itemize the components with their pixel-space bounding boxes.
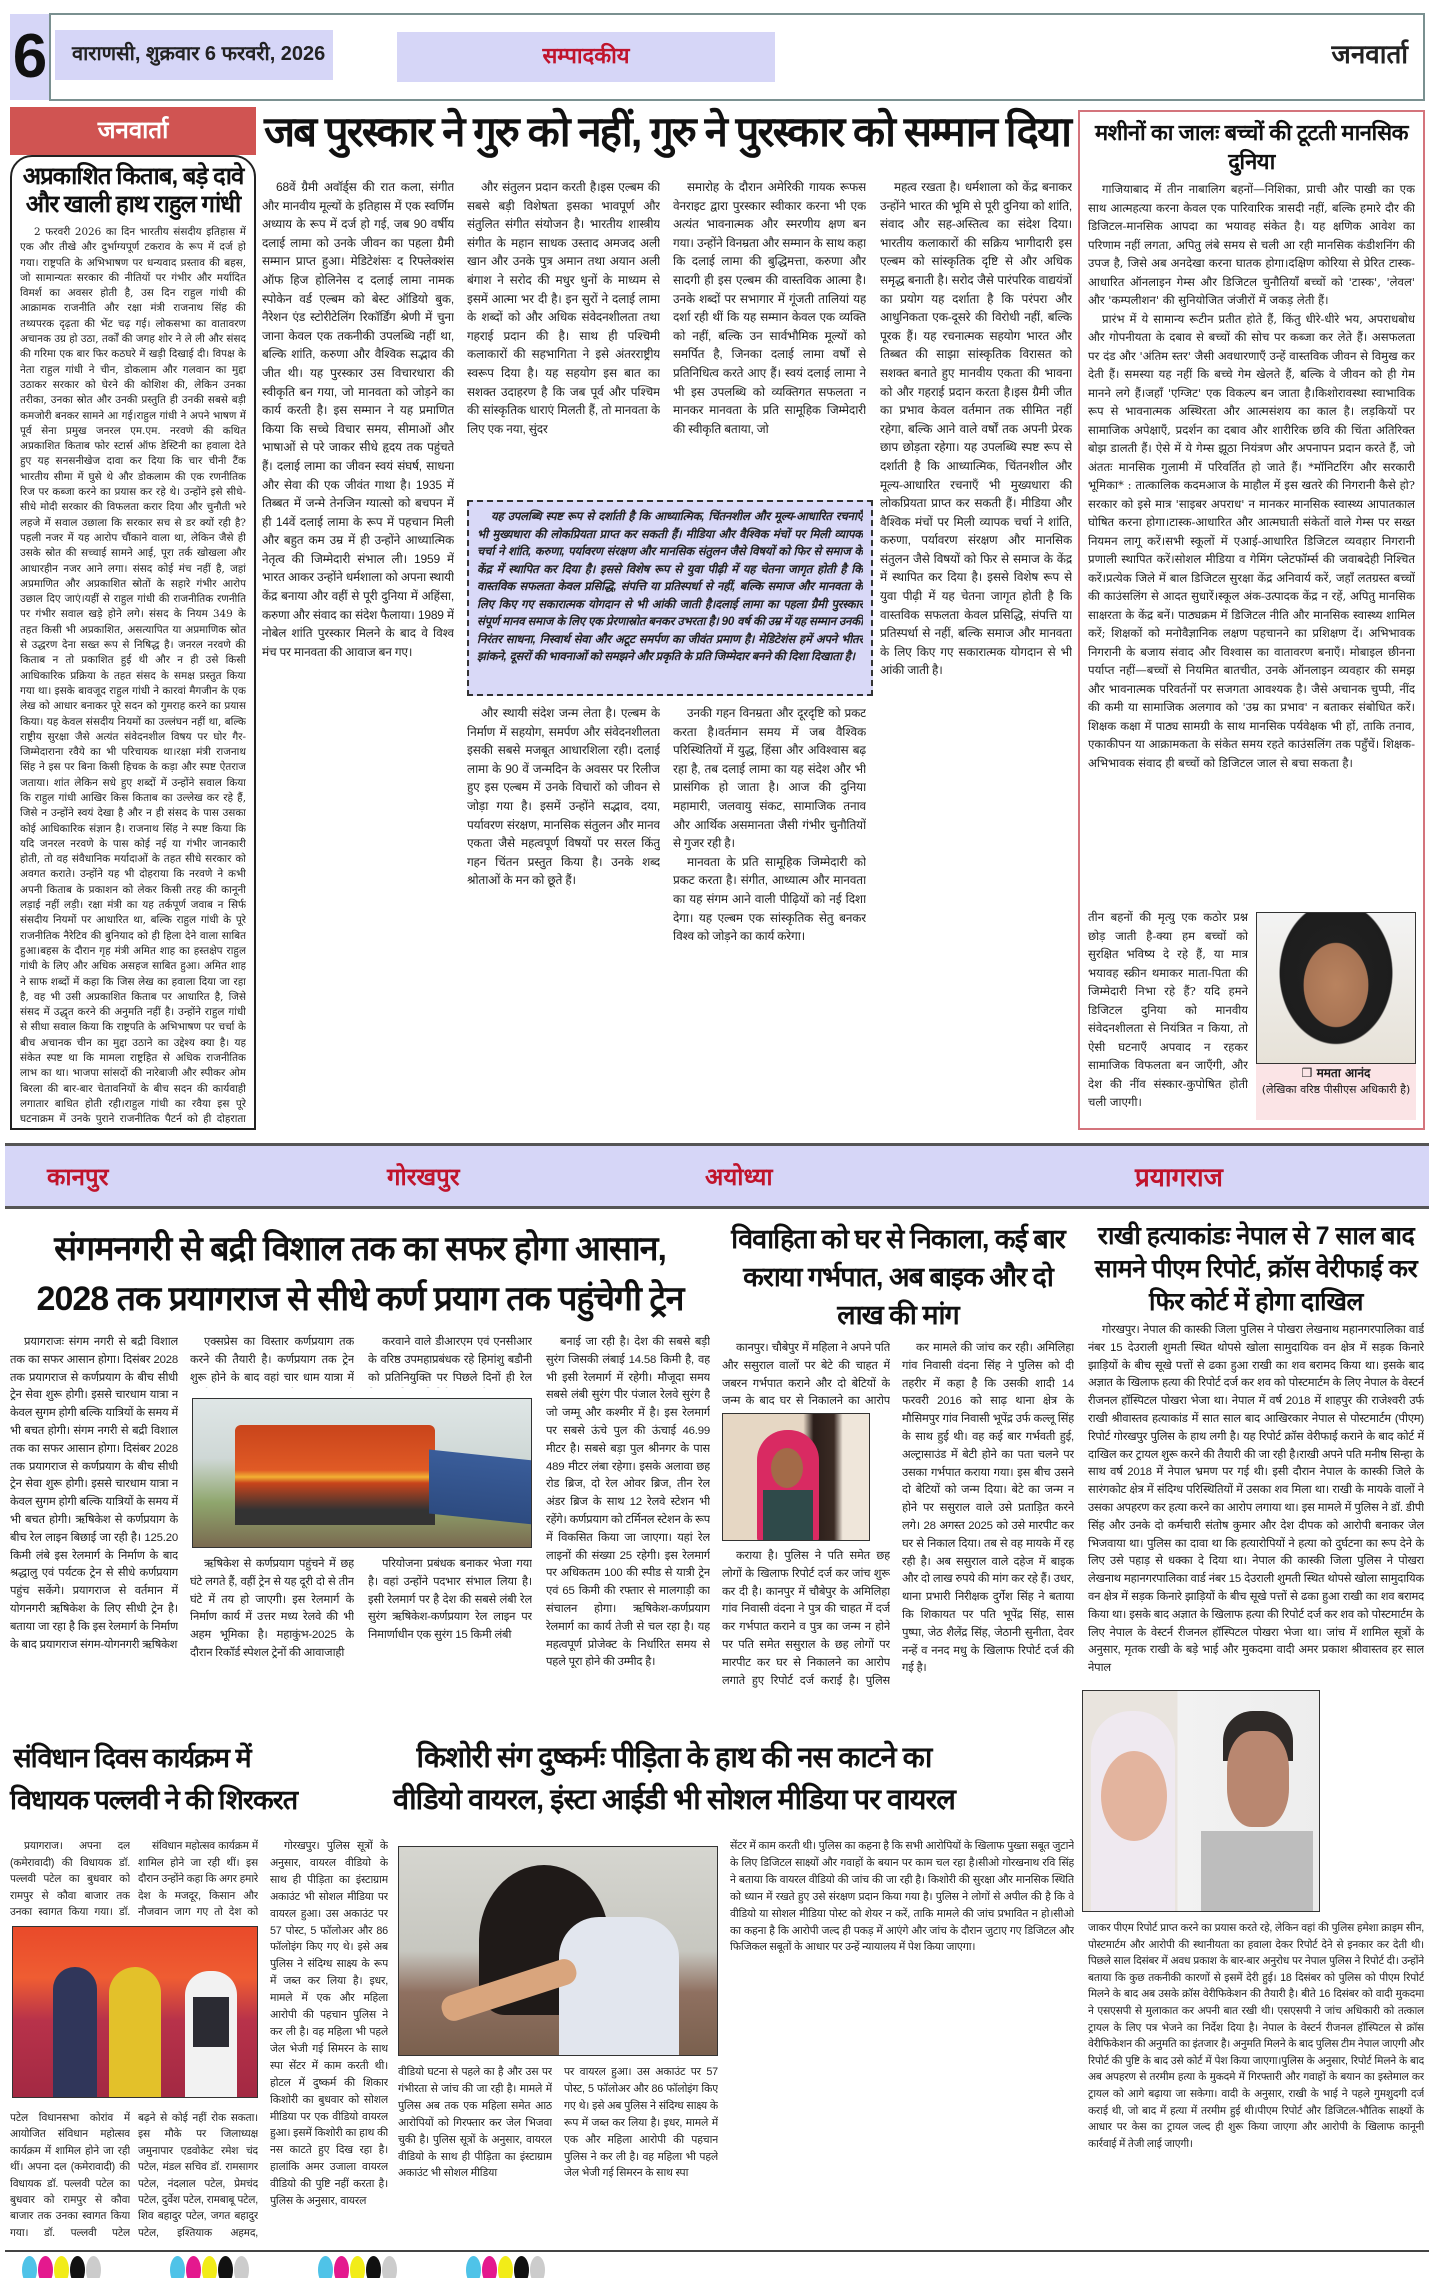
train-col-3: करवाने वाले डीआरएम एवं एनसीआर के वरिष्ठ उपमहाप्रबंधक रहे हिमांशु बडौनी को प्रतिनियुक्ति पर पिछले दिनों ही रेल [368, 1336, 532, 1384]
kishori-headline-1: किशोरी संग दुष्कर्मः पीड़िता के हाथ की नस काटने का [416, 1742, 932, 1774]
registration-marks-1 [22, 2256, 102, 2278]
yellow-mark-icon [54, 2256, 69, 2278]
registration-marks-2 [170, 2256, 250, 2278]
city-kanpur[interactable]: कानपुर [47, 1163, 109, 1191]
right-article-box [1078, 110, 1425, 1130]
footer-rule [5, 2250, 1429, 2252]
lead-bottom-column-1: और स्थायी संदेश जन्म लेता है। एल्बम के निर्माण में सहयोग, समर्पण और संवेदनशीलता इसकी सबसे मजबूत आधारशिला रही। दलाई लामा के 90 वें जन्मदिन के अवसर पर रिलीज हुए इस एल्बम में उनके विचारों को जीवन से जोड़ा गया है। इसमें उन्होंने सद्भाव, दया, पर्यावरण संरक्षण, मानसिक संतुलन और मानव एकता जैसे महत्वपूर्ण विषयों पर सरल किंतु गहन चिंतन प्रस्तुत किया है। उनके शब्द श्रोताओं के मन को छूते हैं। [467, 706, 660, 888]
kishori-below-image-1: वीडियो घटना से पहले का है और उस पर गंभीरता से जांच की जा रही है। मामले में पुलिस अब तक एक महिला समेत आठ आरोपियों को गिरफ्तार कर जेल भिजवा चुकी है। पुलिस सूत्रों के अनुसार, वायरल वीडियो के साथ ही पीड़िता का इंस्टाग्राम अकाउंट भी सोशल मीडिया [398, 2066, 552, 2180]
gray-mark-icon [234, 2256, 249, 2278]
author-role: (लेखिका वरिष्ठ पीसीएस अधिकारी है) [1261, 1083, 1411, 1096]
train-below-image-2: परियोजना प्रबंधक बनाकर भेजा गया है। वहां उन्होंने पदभार संभाल लिया है। इसी रेलमार्ग पर है देश की सबसे लंबी रेल सुरंग ऋषिकेश-कर्णप्रयाग रेल लाइन पर निमार्णाधीन एक सुरंग 15 किमी लंबी [368, 1558, 532, 1642]
kanpur-col-1-bottom: कराया है। पुलिस ने पति समेत छह लोगों के खिलाफ रिपोर्ट दर्ज कर जांच शुरू कर दी है। कानपुर में चौबेपुर के अमिलिहा गांव निवासी वंदना ने पुत्र की चाहत में दर्ज कर गर्भपात कराने व पुत्र का जन्म न होने पर पति समेत ससुराल के छह लोगों पर मारपीट कर घर से निकालने का आरोप लगाते हुए रिपोर्ट दर्ज कराई है। पुलिस [722, 1550, 890, 1687]
train-col-1: प्रयागराजः संगम नगरी से बद्री विशाल तक का सफर आसान होगा। दिसंबर 2028 तक प्रयागराज से कर्णप्रयाग के बीच सीधी ट्रेन सेवा शुरू होगी। इससे चारधाम यात्रा न केवल सुगम होगी बल्कि यात्रियों के समय में भी बचत होगी। संगम नगरी से बद्री विशाल तक का सफर आसान होगा। दिसंबर 2028 तक प्रयागराज से कर्णप्रयाग के बीच सीधी ट्रेन सेवा शुरू होगी। इससे चारधाम यात्रा न केवल सुगम होगी बल्कि यात्रियों के समय में भी बचत होगी। ऋषिकेश से कर्णप्रयाग के बीच रेल लाइन बिछाई जा रही है। 125.20 किमी लंबे इस रेलमार्ग के निर्माण के बाद श्रद्धालु एवं पर्यटक ट्रेन से सीधे कर्णप्रयाग पहुंच सकेंगे। प्रयागराज से वर्तमान में योगनगरी ऋषिकेश के लिए सीधी ट्रेन है। बताया जा रहा है कि इस रेलमार्ग के निर्माण के बाद प्रयागराज संगम-योगनगरी ऋषिकेश [10, 1336, 178, 1651]
dateline: वाराणसी, शुक्रवार 6 फरवरी, 2026 [72, 43, 326, 65]
rakhi-after-image: जाकर पीएम रिपोर्ट प्राप्त करने का प्रयास करते रहे, लेकिन वहां की पुलिस हमेशा क्राइम सीन, पोस्टमार्टम और आरोपी की स्थानीयता का हवाला देकर रिपोर्ट देने से इनकार कर देती थी। पिछले साल दिसंबर में अवध प्रकाश के बार-बार अनुरोध पर नेपाल पुलिस ने रिपोर्ट दी। उन्होंने बताया कि कुछ तकनीकी कारणों से इसमें देरी हुई। 18 दिसंबर को पुलिस को पीएम रिपोर्ट मिलने के बाद अब उसके क्रॉस वेरीफिकेशन की तैयारी है। बीते 16 दिसंबर को वादी मुकदमा ने एसएसपी से मुलाकात कर अपनी बात रखी थी। एसएसपी ने जांच अधिकारी को तत्काल ट्रायल के लिए पत्र भेजने का निर्देश दिया है। नेपाल के वेस्टर्न रीजनल हॉस्पिटल से क्रॉस वेरीफिकेशन की अनुमति का इंतजार है। अनुमति मिलने के बाद पुलिस टीम नेपाल जाएगी और रिपोर्ट की पुष्टि के बाद उसे कोर्ट में पेश किया जाएगा।पुलिस के अनुसार, रिपोर्ट मिलने के बाद अब अपहरण से तरमीम हत्या के मुकदमे में गिरफ्तारी और गवाहों के बयान का इस्तेमाल कर ट्रायल को आगे बढ़ाया जा सकेगा। वादी के अनुसार, राखी के भाई ने पहले गुमशुदगी दर्ज कराई थी, जो बाद में हत्या में तरमीम हुई थी।पीएम रिपोर्ट और डिजिटल-भौतिक साक्ष्यों के आधार पर केस का ट्रायल जल्द ही शुरू किया जाएगा और आरोपी के खिलाफ कानूनी कार्रवाई में तेजी लाई जाएगी। [1088, 1922, 1424, 2150]
woman-photo [722, 1413, 870, 1541]
victim-photo [398, 1846, 718, 2056]
pallavi-col-2: संविधान महोत्सव कार्यक्रम में शामिल होने जा रही थीं। इस दौरान उन्होंने कहा कि अगर हमारे देश के मजदूर, किसान और नौजवान जाग गए तो देश को [138, 1840, 258, 1919]
black-mark-icon [70, 2256, 85, 2278]
kishori-below-image-2: पर वायरल हुआ। उस अकाउंट पर 57 पोस्ट, 5 फॉलोअर और 86 फॉलोइंग किए गए थे। इसे अब पुलिस ने संदिग्ध साक्ष्य के रूप में जब्त कर लिया है। इधर, मामले में एक और महिला आरोपी की पहचान पुलिस ने कर ली है। वह महिला भी पहले जेल भेजी गई सिमरन के साथ स्पा [564, 2066, 718, 2180]
lead-column-3: समारोह के दौरान अमेरिकी गायक रूफस वेनराइट द्वारा पुरस्कार स्वीकार करना भी एक अत्यंत भावनात्मक और स्मरणीय क्षण बन गया। उन्होंने विनम्रता और सम्मान के साथ कहा कि दलाई लामा की बुद्धिमत्ता, करुणा और सादगी ही इस एल्बम की वास्तविक आत्मा है। उनके शब्दों पर सभागार में गूंजती तालियां यह दर्शा रही थीं कि यह सम्मान केवल एक व्यक्ति को नहीं, बल्कि उन सार्वभौमिक मूल्यों को समर्पित है, जिनका दलाई लामा वर्षों से प्रतिनिधित्व करते आए हैं। स्वयं दलाई लामा ने भी इस उपलब्धि को व्यक्तिगत सफलता न मानकर मानवता के प्रति सामूहिक जिम्मेदारी की स्वीकृति बताया, जो [673, 180, 866, 436]
author-name: ❒ ममता आनंद [1301, 1066, 1371, 1080]
black-mark-icon [366, 2256, 381, 2278]
left-paragraph: 2 फरवरी 2026 का दिन भारतीय संसदीय इतिहास में एक और तीखे और दुर्भाग्यपूर्ण टकराव के रूप में दर्ज हो गया। राष्ट्रपति के अभिभाषण पर धन्यवाद प्रस्ताव की बहस, जो सामान्यतः सरकार की नीतियों पर गंभीर और मर्यादित विमर्श का अवसर होती है, उस दिन राहुल गांधी की आक्रामक राजनीति और रक्षा मंत्री राजनाथ सिंह की तथ्यपरक दृढ़ता की भेंट चढ़ गई। लोकसभा का वातावरण अचानक उग्र हो उठा, तर्कों की जगह शोर ने ले ली और संसद की गरिमा एक बार फिर कठघरे में खड़ी दिखाई दी। विपक्ष के नेता राहुल गांधी ने चीन, डोकलाम और गलवान का मुद्दा उठाकर सरकार को घेरने की कोशिश की, लेकिन उनका तरीका, उनका स्रोत और उनकी प्रस्तुति ही उनकी सबसे बड़ी कमजोरी बनकर सामने आ गई।राहुल गांधी ने अपने भाषण में पूर्व सेना प्रमुख जनरल एम.एम. नरवणे की कथित अप्रकाशित किताब फोर स्टार्स ऑफ डेस्टिनी का हवाला देते हुए यह सनसनीखेज दावा कर दिया कि चार चीनी टैंक भारतीय सीमा में घुसे थे और डोकलाम की एक रणनीतिक रिज पर कब्जा करने का प्रयास कर रहे थे। उन्होंने इसे सीधे-सीधे मोदी सरकार की विफलता करार दिया और चुनौती भरे लहजे में सवाल उछाला कि सरकार सच से डर क्यों रही है? पहली नजर में यह आरोप चौंकाने वाला था, लेकिन जैसे ही उसके स्रोत की सच्चाई सामने आई, पूरा तर्क खोखला और आधारहीन नजर आने लगा। संसद कोई मंच नहीं है, जहां अप्रमाणित और अप्रकाशित स्रोतों के सहारे गंभीर आरोप उछाल दिए जाएं।यहीं से राहुल गांधी की राजनीतिक रणनीति पर गंभीर सवाल खड़े होने लगे। संसद के नियम 349 के तहत किसी भी अप्रकाशित, असत्यापित या अप्रमाणिक स्रोत से उद्धरण देना सख्त रूप से निषिद्ध है। जनरल नरवणे की किताब न तो प्रकाशित हुई थी और न ही उसे किसी आधिकारिक प्रक्रिया के तहत संसद के समक्ष प्रस्तुत किया गया था। इसके बावजूद राहुल गांधी ने कारवां मैगजीन के एक लेख को आधार बनाकर पूरे सदन को गुमराह करने का प्रयास किया। यह केवल संसदीय नियमों का उल्लंघन नहीं था, बल्कि राष्ट्रीय सुरक्षा जैसे अत्यंत संवेदनशील विषय पर घोर गैर-जिम्मेदाराना रवैये का भी परिचायक था।रक्षा मंत्री राजनाथ सिंह ने इस पर बिना किसी हिचक के कड़ा और स्पष्ट ऐतराज जताया। शांत लेकिन सधे हुए शब्दों में उन्होंने सवाल किया कि राहुल गांधी आखिर किस किताब का उल्लेख कर रहे हैं, जिसे न उन्होंने स्वयं देखा है और न ही संसद के पास उसका कोई आधिकारिक संज्ञान है। राजनाथ सिंह ने स्पष्ट किया कि यदि जनरल नरवणे के पास कोई नई या गंभीर जानकारी होती, तो वह संवैधानिक मर्यादाओं के तहत सीधे सरकार को अवगत कराते। उन्होंने यह भी दोहराया कि नरवणे ने कभी अपनी किताब के प्रकाशन को लेकर किसी तरह की कानूनी लड़ाई नहीं लड़ी। रक्षा मंत्री का यह तर्कपूर्ण जवाब न सिर्फ संसदीय नियमों पर आधारित था, बल्कि राहुल गांधी के पूरे राजनीतिक नैरेटिव की बुनियाद को ही हिला देने वाला साबित हुआ।बहस के दौरान गृह मंत्री अमित शाह का हस्तक्षेप राहुल गांधी के लिए और अधिक असहज साबित हुआ। अमित शाह ने साफ शब्दों में कहा कि जिस लेख का हवाला दिया जा रहा है, वह भी उसी अप्रकाशित किताब पर आधारित है, जिसे संसद में उद्धृत करने की अनुमति नहीं है। उन्होंने राहुल गांधी से सीधा सवाल किया कि राष्ट्रपति के अभिभाषण पर चर्चा के बीच अचानक चीन का मुद्दा उठाने का उद्देश्य क्या है। यह संकेत स्पष्ट था कि मामला राष्ट्रहित से अधिक राजनीतिक लाभ का था। भाजपा सांसदों की नारेबाजी और स्पीकर ओम बिरला की बार-बार चेतावनियों के बीच सदन की कार्यवाही लगातार बाधित होती रही।राहुल गांधी का रवैया इस पूरे घटनाक्रम में उनके पुराने राजनीतिक पैटर्न को ही दोहराता [20, 226, 246, 1125]
train-below-image-1: ऋषिकेश से कर्णप्रयाग पहुंचने में छह घंटे लगते हैं, वहीं ट्रेन से यह दूरी दो से तीन घंटे में तय हो जाएगी। इस रेलमार्ग के निर्माण कार्य में उत्तर मध्य रेलवे की भी अहम भूमिका है। महाकुंभ-2025 के दौरान रिकॉर्ड स्पेशल ट्रेनों की आवाजाही [190, 1558, 354, 1659]
left-headline: अप्रकाशित किताब, बड़े दावे और खाली हाथ राहुल गांधी [22, 163, 244, 218]
black-mark-icon [514, 2256, 529, 2278]
train-col-4: बनाई जा रही है। देश की सबसे बड़ी सुरंग जिसकी लंबाई 14.58 किमी है, वह भी इसी रेलमार्ग में रहेगी। मौजूदा समय सबसे लंबी सुरंग पीर पंजाल रेलवे सुरंग है जो जम्मू और कश्मीर में है। इस रेलमार्ग पर सबसे ऊंचे पुल की ऊंचाई 46.99 मीटर है। सबसे बड़ा पुल श्रीनगर के पास 489 मीटर लंबा रहेगा। इसके अलावा छह रोड ब्रिज, दो रेल ओवर ब्रिज, तीन रेल अंडर ब्रिज के साथ 12 रेलवे स्टेशन भी रहेंगे। कर्णप्रयाग को टर्मिनल स्टेशन के रूप में विकसित किया जा जाएगा। यहां रेल लाइनों की संख्या 25 रहेगी। इस रेलमार्ग पर अधिकतम 100 की स्पीड से यात्री ट्रेन एवं 65 किमी की रफ्तार से मालगाड़ी का संचालन होगा। ऋषिकेश-कर्णप्रयाग रेलमार्ग का कार्य तेजी से चल रहा है। यह महत्वपूर्ण प्रोजेक्ट के निर्धारित समय से पहले पूरा होने की उम्मीद है। [546, 1336, 710, 1669]
lead-headline: जब पुरस्कार ने गुरु को नहीं, गुरु ने पुरस्कार को सम्मान दिया [263, 108, 1071, 155]
magenta-mark-icon [482, 2256, 497, 2278]
gray-mark-icon [382, 2256, 397, 2278]
right-body: गाजियाबाद में तीन नाबालिग बहनों—निशिका, प्राची और पाखी का एक साथ आत्महत्या करना केवल एक पारिवारिक त्रासदी नहीं, बल्कि हमारे दौर की डिजिटल-मानसिक आपदा का भयावह संकेत है। यह क्षणिक आवेश का परिणाम नहीं लगता, अपितु लंबे समय से चली आ रही मानसिक कंडीशनिंग की उपज है, जिसे अब अनदेखा करना घातक होगा।दक्षिण कोरिया से प्रेरित टास्क-आधारित ऑनलाइन गेम्स और डिजिटल चुनौतियाँ बच्चों को 'टास्क', 'लेवल' और 'कम्पलीशन' की सुनियोजित जंजीरों में जकड़ लेती हैं। प्रारंभ में ये सामान्य रूटीन प्रतीत होते हैं, किंतु धीरे-धीरे भय, अपराधबोध और गोपनीयता के दबाव से बच्चों की सोच पर कब्जा कर लेते हैं। असफलता पर दंड और 'अंतिम स्तर' जैसी अवधारणाएँ उन्हें वास्तविक जीवन से विमुख कर देती हैं। समस्या यह नहीं कि बच्चे गेम खेलते हैं, बल्कि वे जीवन को ही गेम मानने लगे हैं।जहाँ 'एग्जिट' एक विकल्प बन जाता है।किशोरावस्था स्वाभाविक रूप से भावनात्मक अस्थिरता और आत्मसंशय का काल है। लड़कियों पर सामाजिक अपेक्षाएँ, प्रदर्शन का दबाव और शारीरिक छवि की चिंता अतिरिक्त बोझ डालती हैं। ऐसे में ये गेम्स झूठा नियंत्रण और अपनापन प्रदान करते हैं, जो अंततः मानसिक गुलामी में परिवर्तित हो जाते हैं। *मॉनिटरिंग और सरकारी भूमिका* : तात्कालिक कदमआज के माहौल में इस खतरे की निगरानी कैसे हो? सरकार को इसे मात्र 'साइबर अपराध' न मानकर मानसिक स्वास्थ्य आपातकाल घोषित करना होगा।टास्क-आधारित और आत्मघाती संकेतों वाले गेम्स पर सख्त नियमन लागू करें।सभी स्कूलों में एआई-आधारित डिजिटल व्यवहार निगरानी प्रणाली स्थापित करें।सोशल मीडिया व गेमिंग प्लेटफॉर्म्स की जवाबदेही निश्चित करें।प्रत्येक जिले में बाल डिजिटल सुरक्षा केंद्र अनिवार्य करें, जहाँ लतग्रस्त बच्चों की काउंसलिंग से आदत सुधारें।स्कूल अंक-उत्पादक केंद्र न रहें, अपितु मानसिक साक्षरता के केंद्र बनें। पाठ्यक्रम में डिजिटल नीति और मानसिक स्वास्थ्य शामिल करें; शिक्षकों को मनोवैज्ञानिक लक्षण पहचानने का प्रशिक्षण दें। अभिभावक निगरानी के बजाय संवाद और विश्वास का वातावरण बनाएँ। मोबाइल छीनना पर्याप्त नहीं—बच्चों से नियमित बातचीत, उनके ऑनलाइन व्यवहार की समझ और भावनात्मक परिवर्तनों पर सजगता आवश्यक है। जैसे अचानक चुप्पी, नींद की कमी या सामाजिक अलगाव को 'उम्र का प्रभाव' न बताकर संबोधित करें। शिक्षक कक्षा में पाठ्य सामग्री के साथ मानसिक पर्यवेक्षक भी हों, ताकि तनाव, एकाकीपन या आक्रामकता के संकेत समय रहते काउंसलिंग तक पहुँचें। शिक्षक-अभिभावक संवाद ही बच्चों को डिजिटल जाल से बचा सकता है। [1088, 182, 1415, 770]
city-bar [5, 1143, 1429, 1209]
gray-mark-icon [530, 2256, 545, 2278]
right-headline: मशीनों का जालः बच्चों की टूटती मानसिक दुनिया [1095, 120, 1408, 174]
gray-mark-icon [86, 2256, 101, 2278]
lead-column-4: महत्व रखता है। धर्मशाला को केंद्र बनाकर उन्होंने भारत की भूमि से पूरी दुनिया को शांति, संवाद और सह-अस्तित्व का संदेश दिया। भारतीय कलाकारों की सक्रिय भागीदारी इस एल्बम को सांस्कृतिक दृष्टि से और अधिक समृद्ध बनाती है। सरोद जैसे पारंपरिक वाद्ययंत्रों का प्रयोग यह दर्शाता है कि परंपरा और आधुनिकता एक-दूसरे की विरोधी नहीं, बल्कि पूरक हैं। यह रचनात्मक सहयोग भारत और तिब्बत की साझा सांस्कृतिक विरासत को सशक्त बनाते हुए मानवीय एकता की भावना को और गहराई प्रदान करता है।इस ग्रैमी जीत का प्रभाव केवल वर्तमान तक सीमित नहीं रहेगा, बल्कि आने वाले वर्षों तक अपनी प्रेरक छाप छोड़ता रहेगा। यह उपलब्धि स्पष्ट रूप से दर्शाती है कि आध्यात्मिक, चिंतनशील और मूल्य-आधारित रचनाएँ भी मुख्यधारा की लोकप्रियता प्राप्त कर सकती हैं। मीडिया और वैश्विक मंचों पर मिली व्यापक चर्चा ने शांति, करुणा, पर्यावरण संरक्षण और मानसिक संतुलन जैसे विषयों को फिर से समाज के केंद्र में स्थापित कर दिया है। इससे विशेष रूप से युवा पीढ़ी में यह चेतना जागृत होती है कि वास्तविक सफलता केवल प्रसिद्धि, संपत्ति या प्रतिस्पर्धा से नहीं, बल्कि समाज और मानवता के लिए किए गए सकारात्मक योगदान से भी आंकी जाती है। [880, 180, 1072, 678]
city-ayodhya[interactable]: अयोध्या [705, 1163, 773, 1191]
cyan-mark-icon [22, 2256, 37, 2278]
couple-photo [1082, 1690, 1320, 1912]
cyan-mark-icon [466, 2256, 481, 2278]
rakhi-body: गोरखपुर। नेपाल की कास्की जिला पुलिस ने पोखरा लेखनाथ महानगरपालिका वार्ड नंबर 15 देउराली शुमती स्थित थोपसे खोला सामुदायिक वन क्षेत्र में सड़क किनारे झाड़ियों के बीच सूखे पत्तों से ढका हुआ राखी का शव बरामद किया था। इसके बाद अज्ञात के खिलाफ हत्या की रिपोर्ट दर्ज कर शव को पोस्टमार्टम के लिए नेपाल के वेस्टर्न रीजनल हॉस्पिटल पोखरा भेजा था। नेपाल में वर्ष 2018 में शाहपुर की राजेश्वरी उर्फ राखी श्रीवास्तव हत्याकांड में सात साल बाद आखिरकार नेपाल से पोस्टमार्टम (पीएम) रिपोर्ट गोरखपुर पुलिस के हाथ लगी है। यह रिपोर्ट क्रॉस वेरीफाई कराने के बाद कोर्ट में दाखिल कर ट्रायल शुरू करने की तैयारी की जा रही है।राखी अपने पति मनीष सिन्हा के साथ वर्ष 2018 में नेपाल भ्रमण पर गई थी। इसी दौरान नेपाल के कास्की जिले के सारंगकोट क्षेत्र में संदिग्ध परिस्थितियों में उसका शव मिला था। राखी के मायके वालों ने उसका अपहरण कर हत्या करने का आरोप लगाया था। इस मामले में पुलिस ने डॉ. डीपी सिंह और उनके दो कर्मचारी संतोष कुमार और देश दीपक को आरोपी बनाकर जेल भिजवाया था। पुलिस का दावा था कि हत्यारोपियों ने हत्या को दुर्घटना का रूप देने के लिए उसे पहाड़ से धक्का दे दिया था। नेपाल की कास्की जिला पुलिस ने पोखरा लेखनाथ महानगरपालिका वार्ड नंबर 15 देउराली शुमती स्थित थोपसे खोला सामुदायिक वन क्षेत्र में सड़क किनारे झाड़ियों के बीच सूखे पत्तों से ढका हुआ राखी का शव बरामद किया था। इसके बाद अज्ञात के खिलाफ हत्या की रिपोर्ट दर्ज कर शव को पोस्टमार्टम के लिए नेपाल के वेस्टर्न रीजनल हॉस्पिटल पोखरा भेजा था। जांच में शामिल सूत्रों के अनुसार, मृतक राखी के बड़े भाई और मुकदमा वादी अमर प्रकाश श्रीवास्तव हर साल नेपाल [1088, 1324, 1424, 1675]
pallavi-col-1: प्रयागराज। अपना दल (कमेरावादी) की विधायक डॉ. पल्लवी पटेल का बुधवार को रामपुर से कौवा बाजार तक उनका स्वागत किया गया। डॉ. [10, 1840, 130, 1919]
registration-marks-3 [318, 2256, 398, 2278]
kishori-headline-2: वीडियो वायरल, इंस्टा आईडी भी सोशल मीडिया पर वायरल [393, 1784, 955, 1816]
pallavi-headline-2: विधायक पल्लवी ने की शिरकरत [10, 1785, 298, 1815]
lead-column-1: 68वें ग्रैमी अवॉर्ड्स की रात कला, संगीत और मानवीय मूल्यों के इतिहास में एक स्वर्णिम अध्याय के रूप में दर्ज हो गई, जब 90 वर्षीय दलाई लामा को उनके जीवन का पहला ग्रैमी सम्मान प्राप्त हुआ। मेडिटेशंसः द रिफ्लेक्शंस ऑफ हिज होलिनेस द दलाई लामा नामक स्पोकेन वर्ड एल्बम को बेस्ट ऑडियो बुक, नैरेशन एंड स्टोरीटेलिंग रिकॉर्डिंग श्रेणी में चुना जाना केवल एक तकनीकी उपलब्धि नहीं था, बल्कि शांति, करुणा और वैश्विक सद्भाव की जीत थी। यह पुरस्कार उस विचारधारा की स्वीकृति बन गया, जो मानवता को जोड़ने का कार्य करती है। इस सम्मान ने यह प्रमाणित किया कि सच्चे विचार समय, सीमाओं और भाषाओं से परे जाकर सीधे हृदय तक पहुंचते हैं। दलाई लामा का जीवन स्वयं संघर्ष, साधना और सेवा की एक जीवंत गाथा है। 1935 में तिब्बत में जन्मे तेनजिन ग्यात्सो को बचपन में ही 14वें दलाई लामा के रूप में पहचान मिली और बहुत कम उम्र में ही उन्होंने आध्यात्मिक नेतृत्व की जिम्मेदारी संभाल ली। 1959 में भारत आकर उन्होंने धर्मशाला को अपना स्थायी केंद्र बनाया और वहीं से पूरी दुनिया में अहिंसा, करुणा और संवाद का संदेश फैलाया। 1989 में नोबेल शांति पुरस्कार मिलने के बाद वे विश्व मंच पर मानवता की आवाज बन गए। [262, 180, 454, 659]
cyan-mark-icon [318, 2256, 333, 2278]
lead-column-2: और संतुलन प्रदान करती है।इस एल्बम की सबसे बड़ी विशेषता इसका भावपूर्ण और संतुलित संगीत संयोजन है। भारतीय शास्त्रीय संगीत के महान साधक उस्ताद अमजद अली खान और उनके पुत्र अमान तथा अयान अली बंगाश ने सरोद की मधुर धुनों के माध्यम से इसमें आत्मा भर दी है। इन सुरों ने दलाई लामा के शब्दों को और अधिक संवेदनशीलता तथा गहराई प्रदान की है। साथ ही पश्चिमी कलाकारों की सहभागिता ने इसे अंतरराष्ट्रीय स्वरूप दिया है। यह सहयोग इस बात का सशक्त उदाहरण है कि जब पूर्व और पश्चिम की सांस्कृतिक धाराएं मिलती हैं, तो मानवता के लिए एक नया, सुंदर [467, 180, 660, 436]
yellow-mark-icon [350, 2256, 365, 2278]
kanpur-col-1-top: कानपुर। चौबेपुर में महिला ने अपने पति और ससुराल वालों पर बेटे की चाहत में जबरन गर्भपात कराने और दो बेटियों के जन्म के बाद घर से निकालने का आरोप [722, 1342, 890, 1408]
kishori-col-3: सेंटर में काम करती थी। पुलिस का कहना है कि सभी आरोपियों के खिलाफ पुख्ता सबूत जुटाने के लिए डिजिटल साक्ष्यों और गवाहों के बयान पर काम चल रहा है।सीओ गोरखनाथ रवि सिंह ने बताया कि वायरल वीडियो की जांच की जा रही है। किशोरी की सुरक्षा और मानसिक स्थिति को ध्यान में रखते हुए उसे संरक्षण प्रदान किया गया है। पुलिस ने लोगों से अपील की है कि वे वीडियो या सोशल मीडिया पोस्ट को शेयर न करें, ताकि मामले की जांच प्रभावित न हो।सीओ का कहना है कि आरोपी जल्द ही पकड़ में आएंगे और जांच के दौरान जुटाए गए डिजिटल और फिजिकल सबूतों के आधार पर उन्हें न्यायालय में पेश किया जाएगा। [730, 1840, 1074, 1954]
magenta-mark-icon [186, 2256, 201, 2278]
city-gorakhpur[interactable]: गोरखपुर [387, 1163, 460, 1191]
page-number: 6 [12, 22, 48, 91]
train-headline-1: संगमनगरी से बद्री विशाल तक का सफर होगा आसान, [54, 1230, 666, 1268]
pull-quote: यह उपलब्धि स्पष्ट रूप से दर्शाती है कि आध्यात्मिक, चिंतनशील और मूल्य-आधारित रचनाएँ भी मुख्यधारा की लोकप्रियता प्राप्त कर सकती हैं। मीडिया और वैश्विक मंचों पर मिली व्यापक चर्चा ने शांति, करुणा, पर्यावरण संरक्षण और मानसिक संतुलन जैसे विषयों को फिर से समाज के केंद्र में स्थापित कर दिया है। इससे विशेष रूप से युवा पीढ़ी में यह चेतना जागृत होती है कि वास्तविक सफलता केवल प्रसिद्धि, संपत्ति या प्रतिस्पर्धा से नहीं, बल्कि समाज और मानवता के लिए किए गए सकारात्मक योगदान से भी आंकी जाती है।दलाई लामा का पहला ग्रैमी पुरस्कार संपूर्ण मानव समाज के लिए एक प्रेरणास्रोत बनकर उभरता है। 90 वर्ष की उम्र में यह सम्मान उनकी निरंतर साधना, निस्वार्थ सेवा और अटूट समर्पण का जीवंत प्रमाण है। मेडिटेशंस हमें अपने भीतर झांकने, दूसरों की भावनाओं को समझने और प्रकृति के प्रति जिम्मेदार बनने की दिशा दिखाता है। [477, 510, 863, 663]
kanpur-headline: विवाहिता को घर से निकाला, कई बार कराया गर्भपात, अब बाइक और दो लाख की मांग [731, 1224, 1065, 1330]
pallavi-headline-1: संविधान दिवस कार्यक्रम में [13, 1743, 251, 1773]
train-photo [192, 1398, 532, 1548]
event-photo [12, 1926, 258, 2098]
black-mark-icon [218, 2256, 233, 2278]
magenta-mark-icon [38, 2256, 53, 2278]
lead-bottom-column-2: उनकी गहन विनम्रता और दूरदृष्टि को प्रकट करता है।वर्तमान समय में जब वैश्विक परिस्थितियों में युद्ध, हिंसा और अविश्वास बढ़ रहा है, तब दलाई लामा का यह संदेश और भी प्रासंगिक हो जाता है। आज की दुनिया महामारी, जलवायु संकट, सामाजिक तनाव और आर्थिक असमानता जैसी गंभीर चुनौतियों से गुजर रही है। मानवता के प्रति सामूहिक जिम्मेदारी को प्रकट करता है। संगीत, आध्यात्म और मानवता का यह संगम आने वाली पीढ़ियों को नई दिशा देगा। यह एल्बम एक सांस्कृतिक सेतु बनकर विश्व को जोड़ने का कार्य करेगा। [673, 706, 866, 944]
magenta-mark-icon [334, 2256, 349, 2278]
kanpur-col-2: कर मामले की जांच कर रही। अमिलिहा गांव निवासी वंदना सिंह ने पुलिस को दी तहरीर में कहा है कि उसकी शादी 14 फरवरी 2016 को साढ़ थाना क्षेत्र के मौसिमपुर गांव निवासी भूपेंद्र उर्फ कल्लू सिंह के साथ हुई थी। वह कई बार गर्भवती हुई, अल्ट्रासाउंड में बेटी होने का पता चलने पर उसका गर्भपात कराया गया। इस बीच उसने दो बेटियों को जन्म दिया। बेटे का जन्म न होने पर ससुराल वाले उसे प्रताड़ित करने लगे। 28 अगस्त 2025 को उसे मारपीट कर घर से निकाल दिया। तब से वह मायके में रह रही है। अब ससुराल वाले दहेज में बाइक और दो लाख रुपये की मांग कर रहे हैं। उधर, थाना प्रभारी निरीक्षक दुर्गेश सिंह ने बताया कि शिकायत पर पति भूपेंद्र सिंह, सास पुष्पा, जेठ शैलेंद्र सिंह, जेठानी सुनीता, देवर नन्हें व ननद मधु के खिलाफ रिपोर्ट दर्ज की गई है। [902, 1342, 1074, 1675]
cyan-mark-icon [170, 2256, 185, 2278]
pallavi-below-image-2: बढ़ने से कोई नहीं रोक सकता। इस मौके पर जिलाध्यक्ष जमुनापार एडवोकेट रमेश चंद पटेल, मंडल सचिव डॉ. रामसागर पटेल, नंदलाल पटेल, प्रेमचंद पटेल, दुर्वेश पटेल, रामबाबू पटेल, शिव बहादुर पटेल, जगत बहादुर पटेल, इश्तियाक अहमद, [138, 2112, 258, 2239]
author-caption-box [1256, 1064, 1416, 1120]
pull-quote-box [467, 500, 873, 696]
author-photo [1256, 912, 1416, 1064]
registration-marks-4 [466, 2256, 546, 2278]
brand-name: जनवार्ता [1331, 39, 1408, 69]
train-headline-2: 2028 तक प्रयागराज से सीधे कर्ण प्रयाग तक पहुंचेगी ट्रेन [36, 1280, 684, 1318]
left-banner-label: जनवार्ता [97, 117, 169, 144]
train-col-2: एक्सप्रेस का विस्तार कर्णप्रयाग तक करने की तैयारी है। कर्णप्रयाग तक ट्रेन शुरू होने के बाद वहां चार धाम यात्रा में [190, 1336, 354, 1384]
city-prayagraj[interactable]: प्रयागराज [1135, 1162, 1223, 1192]
yellow-mark-icon [498, 2256, 513, 2278]
pallavi-below-image-1: पटेल विधानसभा कोरांव में आयोजित संविधान महोत्सव कार्यक्रम में शामिल होने जा रही थीं। अपना दल (कमेरावादी) की विधायक डॉ. पल्लवी पटेल का बुधवार को रामपुर से कौवा बाजार तक उनका स्वागत किया गया। डॉ. पल्लवी पटेल [10, 2112, 130, 2239]
right-closing: तीन बहनों की मृत्यु एक कठोर प्रश्न छोड़ जाती है-क्या हम बच्चों को सुरक्षित भविष्य दे रहे हैं, या मात्र भयावह स्क्रीन थमाकर माता-पिता की जिम्मेदारी निभा रहे हैं? यदि हमने डिजिटल दुनिया को मानवीय संवेदनशीलता से नियंत्रित न किया, तो ऐसी घटनाएँ अपवाद न रहकर सामाजिक विफलता बन जाएँगी, और देश की नींव संस्कार-कुपोषित होती चली जाएगी। [1088, 910, 1248, 1109]
left-body [20, 225, 246, 1125]
rakhi-headline: राखी हत्याकांडः नेपाल से 7 साल बाद सामने पीएम रिपोर्ट, क्रॉस वेरीफाई कर फिर कोर्ट में होगा दाखिल [1094, 1222, 1418, 1316]
left-article-box [10, 155, 256, 1130]
section-title: सम्पादकीय [542, 43, 630, 68]
yellow-mark-icon [202, 2256, 217, 2278]
kishori-col-1: गोरखपुर। पुलिस सूत्रों के अनुसार, वायरल वीडियो के साथ ही पीड़िता का इंस्टाग्राम अकाउंट भी सोशल मीडिया पर वायरल हुआ। उस अकाउंट पर 57 पोस्ट, 5 फॉलोअर और 86 फॉलोइंग किए गए थे। इसे अब पुलिस ने संदिग्ध साक्ष्य के रूप में जब्त कर लिया है। इधर, मामले में एक और महिला आरोपी की पहचान पुलिस ने कर ली है। वह महिला भी पहले जेल भेजी गई सिमरन के साथ स्पा सेंटर में काम करती थी। होटल में दुष्कर्म की शिकार किशोरी का बुधवार को सोशल मीडिया पर एक वीडियो वायरल हुआ। इसमें किशोरी का हाथ की नस काटते हुए दिख रहा है। हालांकि अमर उजाला वायरल वीडियो की पुष्टि नहीं करता है। पुलिस के अनुसार, वायरल [270, 1840, 388, 2208]
